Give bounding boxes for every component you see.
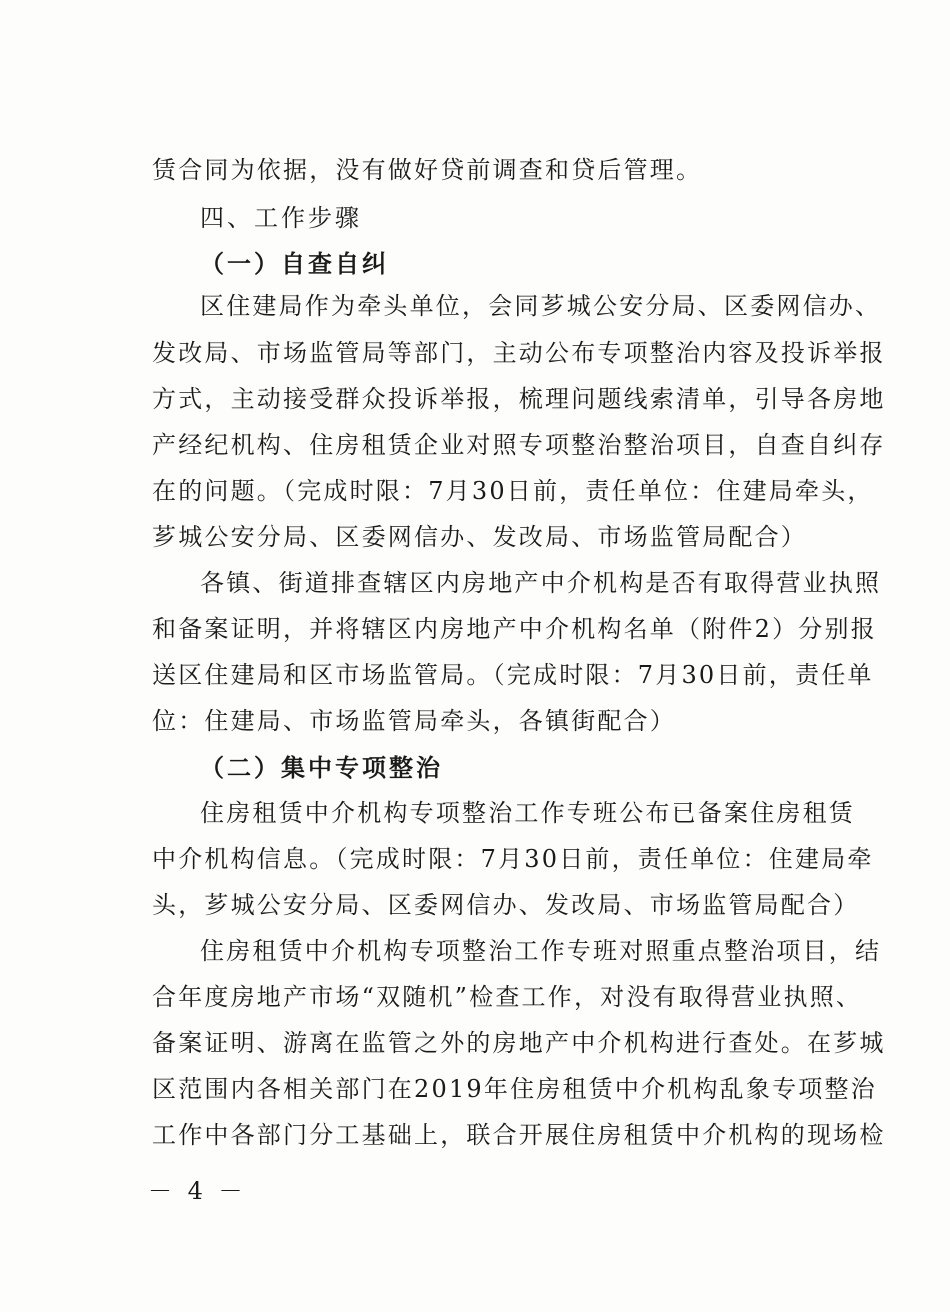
- body-text-line: 位：住建局、市场监管局牵头，各镇街配合）: [152, 707, 676, 735]
- subsection-heading: （一）自查自纠: [200, 249, 389, 278]
- subsection-heading: （二）集中专项整治: [200, 753, 443, 782]
- body-text-line: 区范围内各相关部门在2019年住房租赁中介机构乱象专项整治: [152, 1075, 877, 1103]
- body-text-line: 合年度房地产市场“双随机”检查工作，对没有取得营业执照、: [152, 983, 863, 1011]
- page-number: － 4 －: [148, 1177, 247, 1205]
- body-text-line: 发改局、市场监管局等部门，主动公布专项整治内容及投诉举报: [152, 339, 886, 367]
- body-text-line: 赁合同为依据，没有做好贷前调查和贷后管理。: [152, 156, 703, 184]
- body-text-line: 在的问题。（完成时限：7月30日前，责任单位：住建局牵头，: [152, 477, 874, 505]
- body-text-line: 和备案证明，并将辖区内房地产中介机构名单（附件2）分别报: [152, 615, 877, 643]
- body-text-line: 住房租赁中介机构专项整治工作专班对照重点整治项目，结: [200, 937, 882, 965]
- body-text-line: 工作中各部门分工基础上，联合开展住房租赁中介机构的现场检: [152, 1121, 886, 1149]
- body-text-line: 各镇、街道排查辖区内房地产中介机构是否有取得营业执照: [200, 569, 882, 597]
- section-heading: 四、工作步骤: [200, 204, 362, 232]
- body-text-line: 产经纪机构、住房租赁企业对照专项整治整治项目，自查自纠存: [152, 431, 886, 459]
- body-text-line: 芗城公安分局、区委网信办、发改局、市场监管局配合）: [152, 523, 807, 551]
- body-text-line: 区住建局作为牵头单位，会同芗城公安分局、区委网信办、: [200, 292, 882, 320]
- body-text-line: 送区住建局和区市场监管局。（完成时限：7月30日前，责任单: [152, 661, 874, 689]
- body-text-line: 头，芗城公安分局、区委网信办、发改局、市场监管局配合）: [152, 891, 860, 919]
- body-text-line: 住房租赁中介机构专项整治工作专班公布已备案住房租赁: [200, 799, 855, 827]
- body-text-line: 方式，主动接受群众投诉举报，梳理问题线索清单，引导各房地: [152, 385, 886, 413]
- body-text-line: 中介机构信息。（完成时限：7月30日前，责任单位：住建局牵: [152, 845, 874, 873]
- body-text-line: 备案证明、游离在监管之外的房地产中介机构进行查处。在芗城: [152, 1029, 886, 1057]
